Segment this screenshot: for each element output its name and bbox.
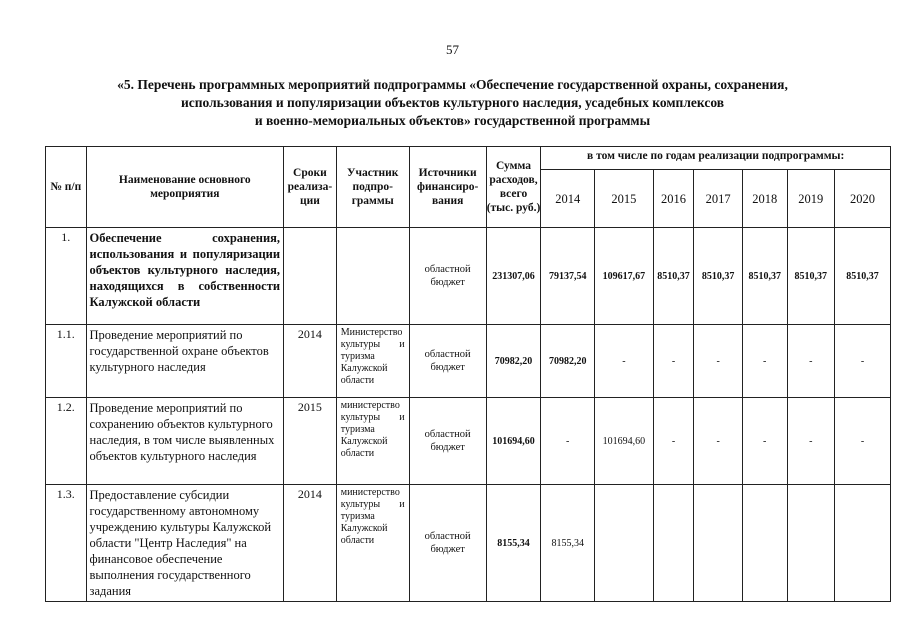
table-row — [46, 398, 891, 485]
row-year-value: 109617,67 — [595, 228, 654, 325]
row-sum: 101694,60 — [486, 398, 541, 485]
table-row — [46, 325, 891, 398]
row-participant — [336, 228, 409, 325]
row-term — [284, 228, 337, 325]
row-year-value: - — [742, 325, 787, 398]
row-name: Обеспечение сохранения, использования и популяризации объектов культурного наследия, находящихся в собственности Калужской области — [86, 228, 284, 325]
header-year: 2019 — [787, 170, 835, 228]
row-year-value: 8155,34 — [541, 485, 595, 602]
header-year: 2018 — [742, 170, 787, 228]
title-line-1: «5. Перечень программных мероприятий подпрограммы «Обеспечение государственной охраны, сохранения, — [117, 77, 788, 92]
row-sum: 70982,20 — [486, 325, 541, 398]
row-name: Проведение мероприятий по сохранению объектов культурного наследия, в том числе выявленных объектов культурного наследия — [86, 398, 284, 485]
row-year-value: - — [653, 325, 694, 398]
row-year-value — [787, 485, 835, 602]
measures-table — [45, 146, 891, 602]
row-year-value: - — [694, 398, 743, 485]
title-line-2: использования и популяризации объектов культурного наследия, усадебных комплексов — [180, 95, 725, 110]
row-year-value: 101694,60 — [595, 398, 654, 485]
header-year: 2014 — [541, 170, 595, 228]
row-sum: 8155,34 — [486, 485, 541, 602]
table-row — [46, 228, 891, 325]
table-row — [46, 485, 891, 602]
row-year-value: 8510,37 — [787, 228, 835, 325]
header-num: № п/п — [46, 147, 87, 228]
row-year-value: 8510,37 — [835, 228, 891, 325]
row-name: Проведение мероприятий по государственной охране объектов культурного наследия — [86, 325, 284, 398]
header-term: Сроки реализа-ции — [284, 147, 337, 228]
row-year-value: - — [694, 325, 743, 398]
header-name: Наименование основного мероприятия — [86, 147, 284, 228]
header-year: 2015 — [595, 170, 654, 228]
row-num: 1.3. — [46, 485, 87, 602]
row-name: Предоставление субсидии государственному автономному учреждению культуры Калужской области "Центр Наследия" на финансовое обеспечение выполнения государственного задания — [86, 485, 284, 602]
row-year-value — [653, 485, 694, 602]
row-term: 2015 — [284, 398, 337, 485]
row-year-value: 79137,54 — [541, 228, 595, 325]
row-year-value: - — [541, 398, 595, 485]
row-year-value — [595, 485, 654, 602]
row-year-value — [835, 485, 891, 602]
header-year: 2020 — [835, 170, 891, 228]
row-year-value: 70982,20 — [541, 325, 595, 398]
row-year-value: 8510,37 — [742, 228, 787, 325]
row-source: областной бюджет — [409, 485, 486, 602]
row-year-value: - — [835, 325, 891, 398]
row-participant: министерство культуры и туризма Калужской области — [336, 485, 409, 602]
row-term: 2014 — [284, 325, 337, 398]
row-term: 2014 — [284, 485, 337, 602]
row-year-value: - — [595, 325, 654, 398]
row-source: областной бюджет — [409, 228, 486, 325]
header-participant: Участник подпро-граммы — [336, 147, 409, 228]
row-year-value: - — [742, 398, 787, 485]
header-source: Источники финансиро-вания — [409, 147, 486, 228]
row-year-value — [742, 485, 787, 602]
row-participant: Министерство культуры и туризма Калужской области — [336, 325, 409, 398]
row-year-value: - — [787, 325, 835, 398]
row-year-value — [694, 485, 743, 602]
row-num: 1. — [46, 228, 87, 325]
row-year-value: - — [653, 398, 694, 485]
header-sum: Сумма расходов, всего (тыс. руб.) — [486, 147, 541, 228]
row-year-value: 8510,37 — [653, 228, 694, 325]
title-line-3: и военно-мемориальных объектов» государственной программы — [254, 113, 651, 128]
row-year-value: - — [835, 398, 891, 485]
row-num: 1.1. — [46, 325, 87, 398]
page-number: 57 — [446, 42, 459, 57]
row-source: областной бюджет — [409, 398, 486, 485]
header-years-group: в том числе по годам реализации подпрограммы: — [541, 147, 891, 170]
document-title — [60, 76, 845, 130]
row-participant: министерство культуры и туризма Калужской области — [336, 398, 409, 485]
row-year-value: - — [787, 398, 835, 485]
row-sum: 231307,06 — [486, 228, 541, 325]
row-year-value: 8510,37 — [694, 228, 743, 325]
row-source: областной бюджет — [409, 325, 486, 398]
header-year: 2017 — [694, 170, 743, 228]
header-year: 2016 — [653, 170, 694, 228]
row-num: 1.2. — [46, 398, 87, 485]
